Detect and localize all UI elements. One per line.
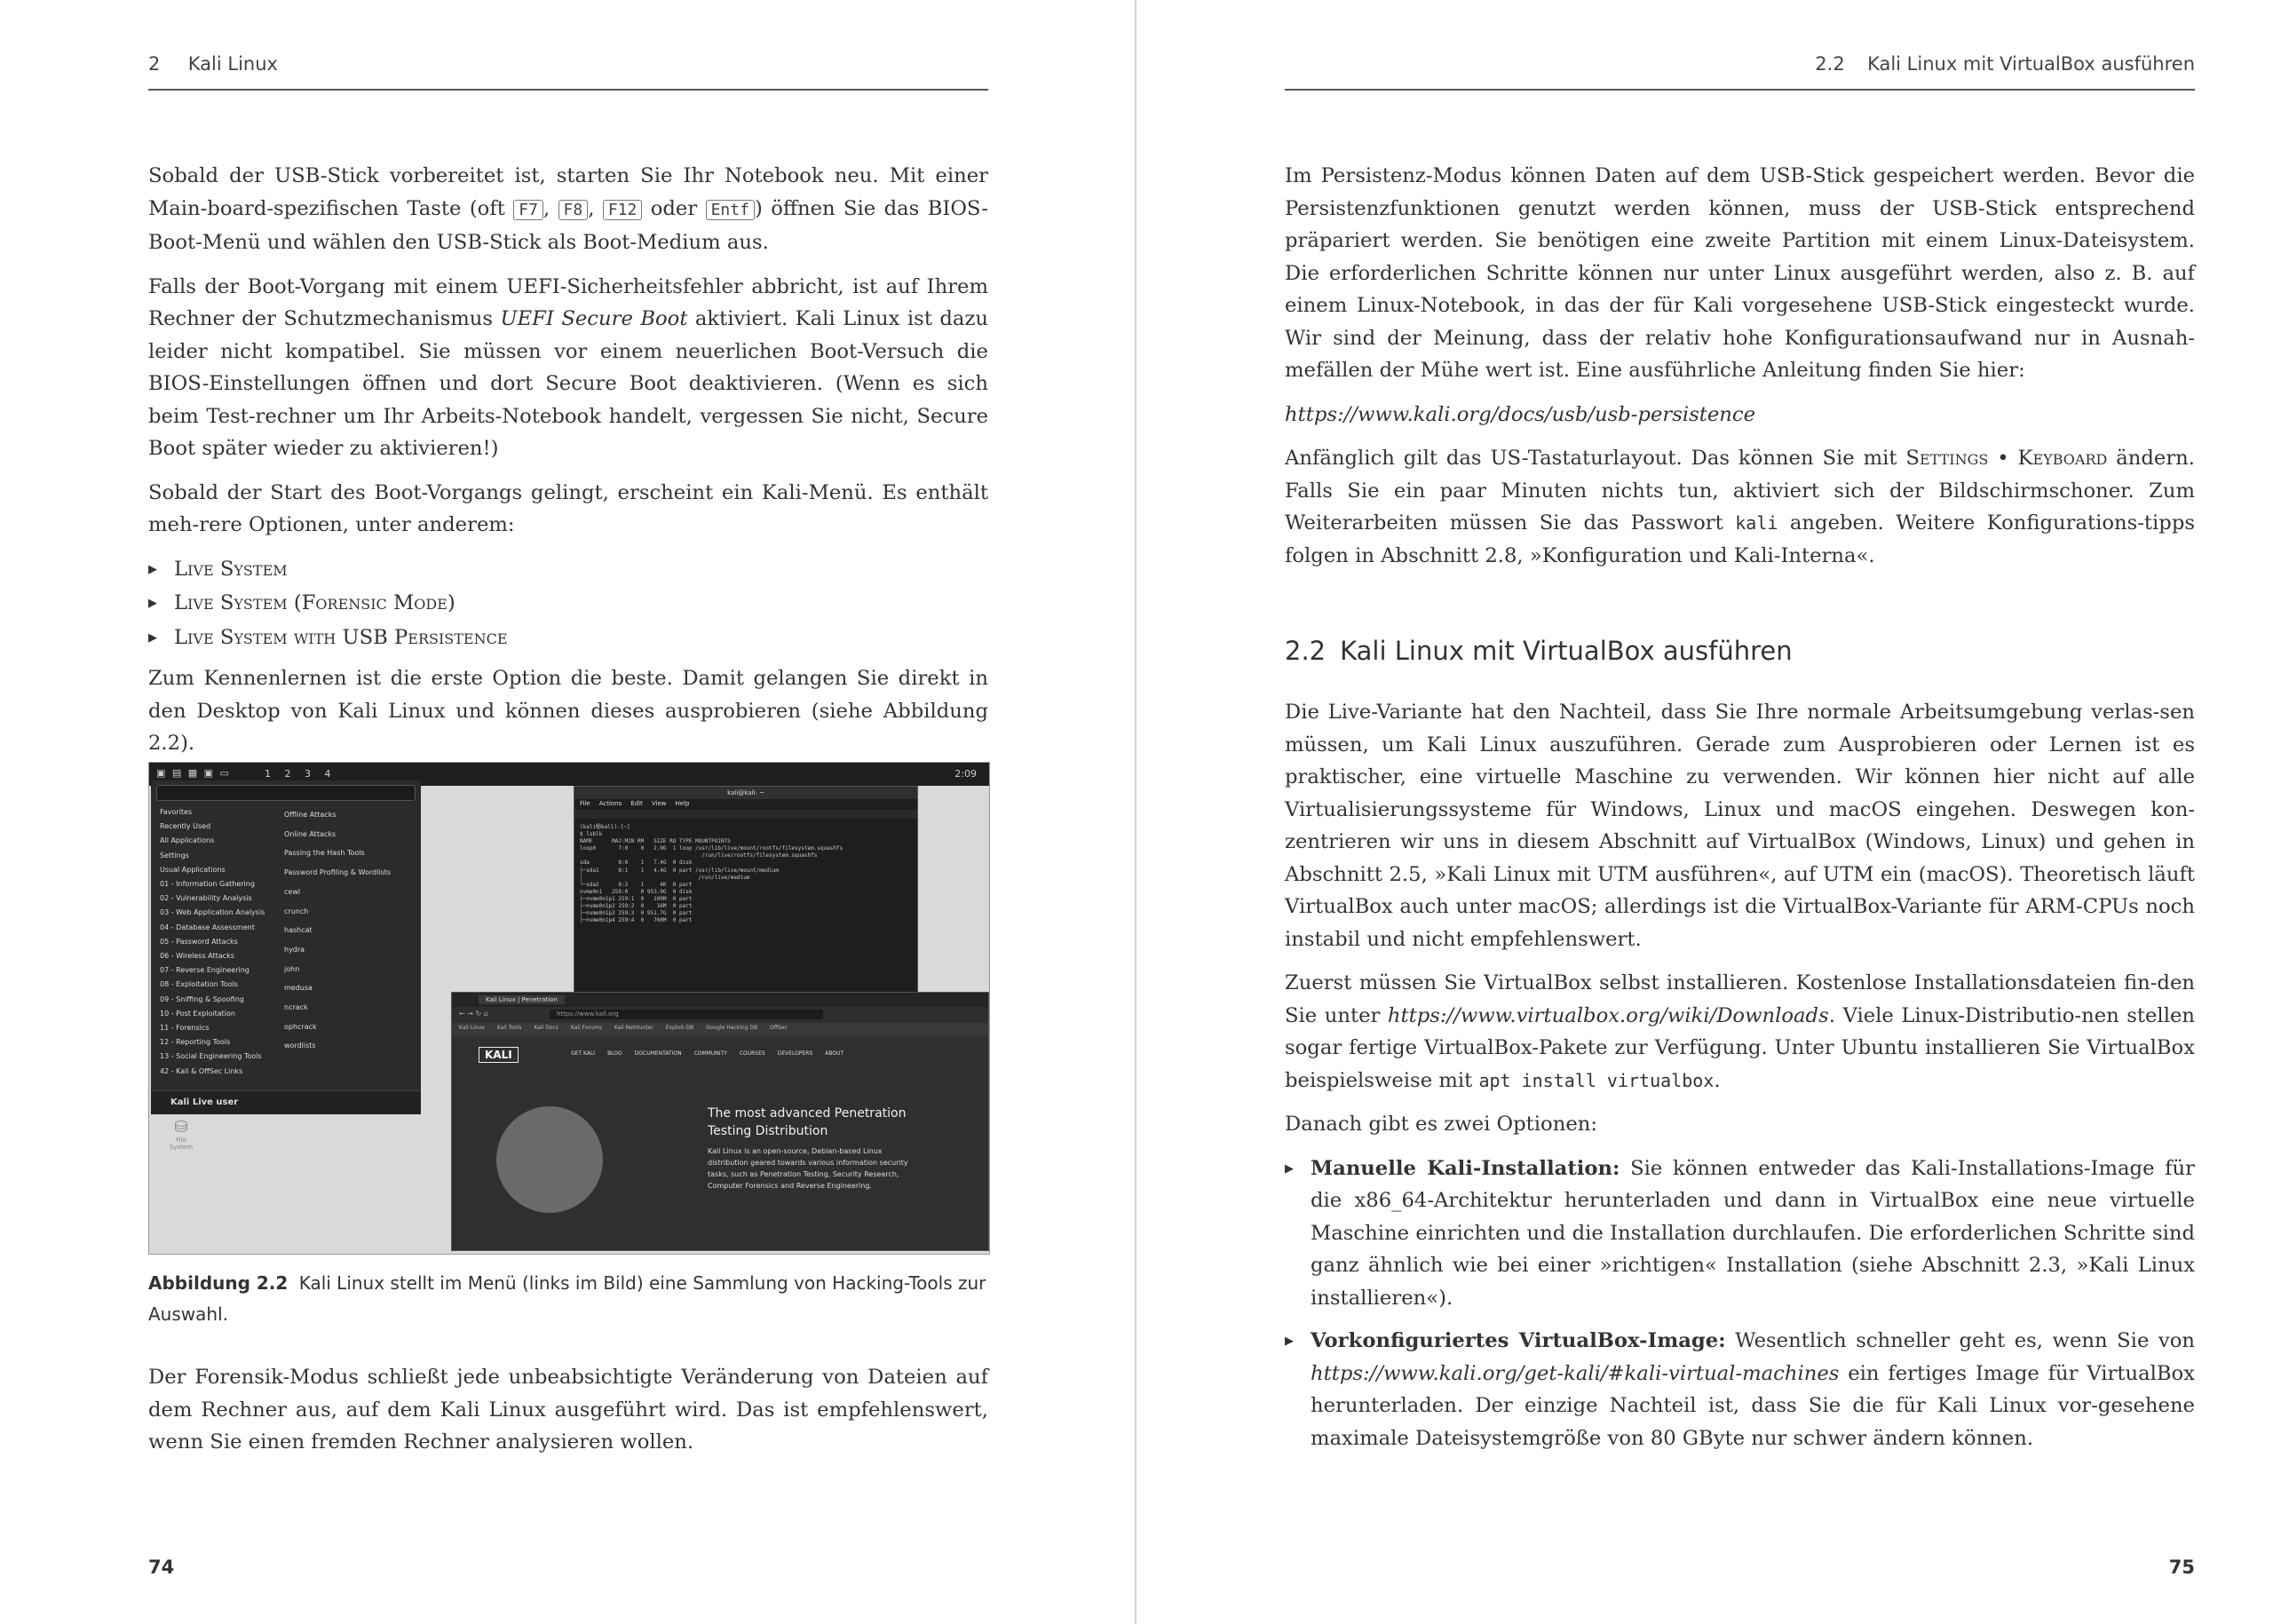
terminal-menubar: [580, 800, 698, 807]
list-item: ▶ Manuelle Kali-Installation: Sie können entweder das Kali-Installations-Image für die x86_64-Architektur herunterladen und dann in VirtualBox eine neue virtuelle Maschine einrichten und die Installation durchlaufen. Die erforderlichen Schritte sind ganz ähnlich wie bei einer »richtigen« Installation (siehe Abschnitt 2.3, »Kali Linux installieren«).: [1285, 1153, 2195, 1315]
menu-tool-item[interactable]: Offline Attacks: [284, 811, 337, 819]
url-virtualbox: https://www.virtualbox.org/wiki/Downloads: [1387, 1003, 1829, 1027]
right-body-bottom: [1285, 696, 2195, 1465]
list-item: ▶ Live System with USB Persistence: [148, 622, 988, 654]
page-number-right: 75: [2168, 1557, 2195, 1578]
header-rule: [1285, 89, 2195, 91]
menu-category-item[interactable]: Recently Used: [160, 822, 211, 831]
terminal-line: ├─nvme0n1p4 259:4 0 760M 0 part: [580, 917, 693, 924]
emphasis: UEFI Secure Boot: [500, 307, 688, 330]
terminal-menu-item[interactable]: File: [580, 800, 590, 807]
menu-category-item[interactable]: Favorites: [160, 808, 193, 816]
bookmark-item[interactable]: Google Hacking DB: [706, 1025, 758, 1031]
running-head-right: [1815, 53, 2195, 75]
terminal-line: sda 8:0 1 7.4G 0 disk: [580, 860, 693, 867]
kali-app-menu: [151, 780, 421, 1114]
bookmark-item[interactable]: Kali NetHunter: [614, 1025, 653, 1031]
bookmark-item[interactable]: Kali Linux: [459, 1025, 485, 1031]
menu-category-item[interactable]: 10 - Post Exploitation: [160, 1009, 236, 1018]
menu-tool-item[interactable]: Password Profiling & Wordlists: [284, 868, 392, 877]
menu-category-item[interactable]: 09 - Sniffing & Spoofing: [160, 994, 244, 1003]
menu-category-item[interactable]: 12 - Reporting Tools: [160, 1038, 231, 1047]
terminal-line: nvme0n1 259:0 0 953.9G 0 disk: [580, 888, 693, 895]
left-page: [0, 0, 1136, 1624]
menu-category-item[interactable]: Settings: [160, 851, 189, 860]
terminal-line: /run/live/rootfs/filesystem.squashfs: [580, 852, 818, 860]
terminal-output: [580, 824, 908, 924]
menu-category-item[interactable]: All Applications: [160, 836, 215, 845]
terminal-menu-item[interactable]: Actions: [598, 800, 622, 807]
menu-tool-item[interactable]: john: [284, 964, 300, 973]
kali-website: [452, 1035, 988, 1250]
menu-tool-item[interactable]: ncrack: [284, 1003, 308, 1012]
terminal-line: │ /run/live/medium: [580, 874, 750, 881]
kali-nav-item[interactable]: ABOUT: [825, 1050, 844, 1057]
terminal-window: [574, 786, 918, 994]
bookmark-item[interactable]: Kali Forums: [570, 1025, 602, 1031]
header-rule: [148, 89, 988, 91]
menu-user-name: Kali Live user: [170, 1097, 239, 1107]
kali-nav-item[interactable]: DEVELOPERS: [777, 1050, 813, 1057]
list-item: ▶ Live System (Forensic Mode): [148, 587, 988, 620]
menu-tool-item[interactable]: crunch: [284, 907, 309, 915]
terminal-line: ├─nvme0n1p1 259:1 0 100M 0 part: [580, 895, 693, 902]
list-item: ▶ Live System: [148, 553, 988, 586]
section-number: 2.2: [1815, 53, 1845, 75]
menu-category-item[interactable]: 13 - Social Engineering Tools: [160, 1052, 262, 1061]
paragraph: Falls der Boot-Vorgang mit einem UEFI-Sicherheitsfehler abbricht, ist auf Ihrem Rechner der Schutzmechanismus UEFI Secure Boot aktiviert. Kali Linux ist dazu leider nicht kompatibel. Sie müssen vor einem neuerlichen Boot-Versuch die BIOS-Einstellungen öffnen und dort Secure Boot deaktivieren. (Wenn es sich beim Test-rechner um Ihr Arbeits-Notebook handelt, vergessen Sie nicht, Secure Boot später wieder zu aktivieren!): [148, 274, 989, 460]
chapter-title: Kali Linux: [187, 53, 278, 75]
section-heading: 2.2 Kali Linux mit VirtualBox ausführen: [1285, 636, 1793, 666]
bookmark-item[interactable]: Kali Tools: [496, 1025, 522, 1031]
running-head-left: [148, 53, 278, 75]
drive-icon: ⛁: [174, 1118, 188, 1137]
paragraph: Sobald der Start des Boot-Vorgangs gelingt, erscheint ein Kali-Menü. Es enthält meh-rere Optionen, unter anderem:: [148, 480, 988, 536]
browser-window: [451, 992, 989, 1251]
caption-label: Abbildung 2.2: [148, 1272, 289, 1294]
menu-tool-item[interactable]: Online Attacks: [284, 829, 337, 838]
nav-arrows-icon[interactable]: ← → ↻ ⌂: [459, 1010, 488, 1018]
bookmark-item[interactable]: OffSec: [770, 1025, 788, 1031]
menu-category-item[interactable]: Usual Applications: [160, 865, 226, 874]
terminal-line: ├─nvme0n1p2 259:2 0 16M 0 part: [580, 903, 693, 910]
terminal-title: kali@kali: ~: [574, 787, 917, 799]
terminal-menu-item[interactable]: Edit: [630, 800, 643, 807]
menu-categories: [160, 805, 275, 1079]
menu-tool-item[interactable]: ophcrack: [284, 1022, 317, 1031]
url-bar[interactable]: https://www.kali.org: [550, 1010, 823, 1019]
desktop-icon[interactable]: [163, 1118, 199, 1151]
boot-options-list: [148, 553, 988, 654]
browser-tabbar: [452, 993, 988, 1007]
bookmark-item[interactable]: Kali Docs: [534, 1025, 558, 1031]
key-f8: F8: [558, 200, 589, 220]
terminal-menu-item[interactable]: Help: [675, 800, 690, 807]
kali-nav-item[interactable]: GET KALI: [571, 1050, 596, 1057]
key-entf: Entf: [706, 200, 755, 220]
paragraph: Im Persistenz-Modus können Daten auf dem USB-Stick gespeichert werden. Bevor die Persistenzfunktionen genutzt werden können, muss der USB-Stick entsprechend präpariert werden. Sie benötigen eine zweite Partition mit einem Linux-Dateisystem. Die erforderlichen Schritte können nur unter Linux ausgeführt werden, also z. B. auf einem Linux-Notebook, in das der für Kali vorgesehene USB-Stick eingesteckt wurde. Wir sind der Meinung, dass der relativ hohe Konfigurationsaufwand nur in Ausnah-mefällen der Mühe wert ist. Eine ausführliche Anleitung finden Sie hier:: [1285, 164, 2195, 382]
terminal-line: (kali㉿kali)-[~]: [580, 824, 630, 830]
caption-text: Kali Linux stellt im Menü (links im Bild) eine Sammlung von Hacking-Tools zur Auswahl.: [148, 1272, 986, 1325]
terminal-line: ├─sda1 8:1 1 4.4G 0 part /usr/lib/live/mount/medium: [580, 867, 779, 874]
browser-toolbar: [452, 1007, 988, 1023]
menu-category-item[interactable]: 06 - Wireless Attacks: [160, 952, 234, 961]
code-apt-install: apt install virtualbox: [1478, 1069, 1715, 1091]
menu-tools: [284, 805, 417, 1056]
menu-tool-item[interactable]: medusa: [284, 984, 313, 993]
menu-user-bar: [151, 1090, 421, 1114]
kali-logo: KALI: [479, 1047, 519, 1063]
paragraph: Zum Kennenlernen ist die erste Option die beste. Damit gelangen Sie direkt in den Desktop von Kali Linux und können dieses ausprobieren (siehe Abbildung 2.2).: [148, 667, 988, 755]
left-body-top: [148, 160, 988, 772]
term: Vorkonfiguriertes VirtualBox-Image:: [1311, 1329, 1726, 1352]
menu-tool-item[interactable]: Passing the Hash Tools: [284, 849, 365, 858]
menu-category-item[interactable]: 07 - Reverse Engineering: [160, 966, 249, 975]
menu-path-keyboard: Keyboard: [2017, 447, 2108, 470]
browser-tab[interactable]: Kali Linux | Penetration: [479, 995, 565, 1004]
menu-search-input[interactable]: [156, 785, 416, 801]
kali-description: Kali Linux is an open-source, Debian-based Linux distribution geared towards various information security tasks, such as Penetration Testing, Security Research, Computer Forensics and Reverse Engineering.: [708, 1147, 908, 1190]
menu-category-item[interactable]: 02 - Vulnerability Analysis: [160, 894, 252, 903]
terminal-menu-item[interactable]: View: [651, 800, 667, 807]
page-number-left: 74: [148, 1557, 175, 1578]
terminal-tabs: [574, 810, 917, 819]
panel-clock: 2:09: [954, 768, 977, 780]
paragraph: Der Forensik-Modus schließt jede unbeabsichtigte Veränderung von Dateien auf dem Rechner aus, auf dem Kali Linux ausgeführt wird. Das ist empfehlenswert, wenn Sie einen fremden Rechner analysieren wollen.: [148, 1366, 988, 1454]
workspaces: 1 2 3 4: [265, 768, 337, 780]
desktop-icon-label: File System: [169, 1137, 194, 1151]
menu-category-item[interactable]: 42 - Kali & OffSec Links: [160, 1066, 243, 1075]
figure-caption: [148, 1268, 988, 1330]
paragraph: Die Live-Variante hat den Nachteil, dass Sie Ihre normale Arbeitsumgebung verlas-sen müssen, um Kali Linux auszuführen. Gerade zum Ausprobieren oder Lernen ist es praktischer, eine virtuelle Maschine zu verwenden. Wir können hier nicht auf alle Virtualisierungssysteme für Windows, Linux und macOS eingehen. Deswegen kon-zentrieren wir uns in diesem Abschnitt auf VirtualBox (Windows, Linux) und gehen in Abschnitt 2.5, »Kali Linux mit UTM ausführen«, auf UTM ein (macOS). Theoretisch läuft VirtualBox auch unter macOS; allerdings ist die VirtualBox-Variante für ARM-CPUs noch instabil und nicht empfehlenswert.: [1285, 701, 2195, 951]
list-item: ▶ Vorkonfiguriertes VirtualBox-Image: Wesentlich schneller geht es, wenn Sie von https://www.kali.org/get-kali/#kali-virtual-machines ein fertiges Image für VirtualBox herunterladen. Der einzige Nachteil ist, dass Sie die für Kali Linux vor-gesehene maximale Dateisystemgröße von 80 GByte nur schwer ändern können.: [1285, 1325, 2195, 1454]
menu-tool-item[interactable]: wordlists: [284, 1042, 316, 1050]
key-f7: F7: [513, 200, 543, 220]
chapter-number: 2: [148, 53, 161, 75]
bookmarks-bar: [459, 1025, 800, 1031]
code-password: kali: [1735, 512, 1778, 534]
section-title: Kali Linux mit VirtualBox ausführen: [1867, 53, 2195, 75]
install-options-list: [1285, 1153, 2195, 1455]
kali-nav-item[interactable]: COMMUNITY: [693, 1050, 727, 1057]
terminal-line: └─sda2 8:2 1 4K 0 part: [580, 881, 693, 888]
kali-nav-item[interactable]: BLOG: [607, 1050, 622, 1057]
kali-nav-item[interactable]: COURSES: [739, 1050, 765, 1057]
right-page: [1136, 0, 2273, 1624]
left-body-bottom: [148, 1361, 988, 1470]
menu-category-item[interactable]: 08 - Exploitation Tools: [160, 980, 238, 989]
menu-tool-item[interactable]: hashcat: [284, 926, 313, 935]
menu-category-item[interactable]: 05 - Password Attacks: [160, 937, 238, 946]
terminal-line: $ lsblk: [580, 831, 603, 838]
kali-nav-item[interactable]: DOCUMENTATION: [634, 1050, 682, 1057]
menu-path-settings: Settings: [1905, 447, 1989, 470]
right-body-top: [1285, 160, 2195, 583]
menu-tool-item[interactable]: hydra: [284, 945, 305, 954]
paragraph: Sobald der USB-Stick vorbereitet ist, starten Sie Ihr Notebook neu. Mit einer Main-board-spezifischen Taste (oft F7 , F8 , F12 oder Entf ) öffnen Sie das BIOS-Boot-Menü und wählen den USB-Stick als Boot-Medium aus.: [148, 164, 988, 254]
terminal-line: loop0 7:0 0 2.9G 1 loop /usr/lib/live/mount/rootfs/filesystem.squashfs: [580, 845, 843, 852]
paragraph: Danach gibt es zwei Optionen:: [1285, 1113, 1598, 1136]
menu-category-item[interactable]: 03 - Web Application Analysis: [160, 908, 265, 917]
menu-category-item[interactable]: 04 - Database Assessment: [160, 923, 255, 931]
bookmark-item[interactable]: Exploit-DB: [665, 1025, 694, 1031]
figure-screenshot: [148, 762, 990, 1255]
key-f12: F12: [603, 200, 643, 220]
terminal-line: NAME MAJ:MIN RM SIZE RO TYPE MOUNTPOINTS: [580, 838, 731, 845]
paragraph: Zuerst müssen Sie VirtualBox selbst installieren. Kostenlose Installationsdateien fin-den Sie unter https://www.virtualbox.org/wiki/Downloads. Viele Linux-Distributio-nen stellen sogar fertige VirtualBox-Pakete zur Verfügung. Unter Ubuntu installieren Sie VirtualBox beispielsweise mit apt install virtualbox.: [1285, 971, 2195, 1092]
menu-category-item[interactable]: 01 - Information Gathering: [160, 880, 255, 889]
kali-heading: The most advanced Penetration Testing Distribution: [708, 1106, 907, 1138]
dragon-logo-icon: [496, 1106, 603, 1213]
terminal-line: ├─nvme0n1p3 259:3 0 951.7G 0 part: [580, 910, 693, 917]
paragraph: Anfänglich gilt das US-Tastaturlayout. Das können Sie mit Settings • Keyboard ändern. Falls Sie ein paar Minuten nichts tun, aktiviert sich der Bildschirmschoner. Zum Weiterarbeiten müssen Sie das Passwort kali angeben. Weitere Konfigurations-tipps folgen in Abschnitt 2.8, »Konfiguration und Kali-Interna«.: [1285, 447, 2196, 567]
panel-icons: ▣ ▤ ▦ ▣ ▭: [156, 767, 231, 779]
url-kali-vm: https://www.kali.org/get-kali/#kali-virtual-machines: [1311, 1361, 1840, 1385]
term: Manuelle Kali-Installation:: [1311, 1156, 1620, 1180]
menu-tool-item[interactable]: cewl: [284, 887, 301, 896]
url-persistence: https://www.kali.org/docs/usb/usb-persistence: [1285, 402, 1756, 426]
menu-category-item[interactable]: 11 - Forensics: [160, 1024, 210, 1033]
kali-nav: [571, 1050, 856, 1057]
